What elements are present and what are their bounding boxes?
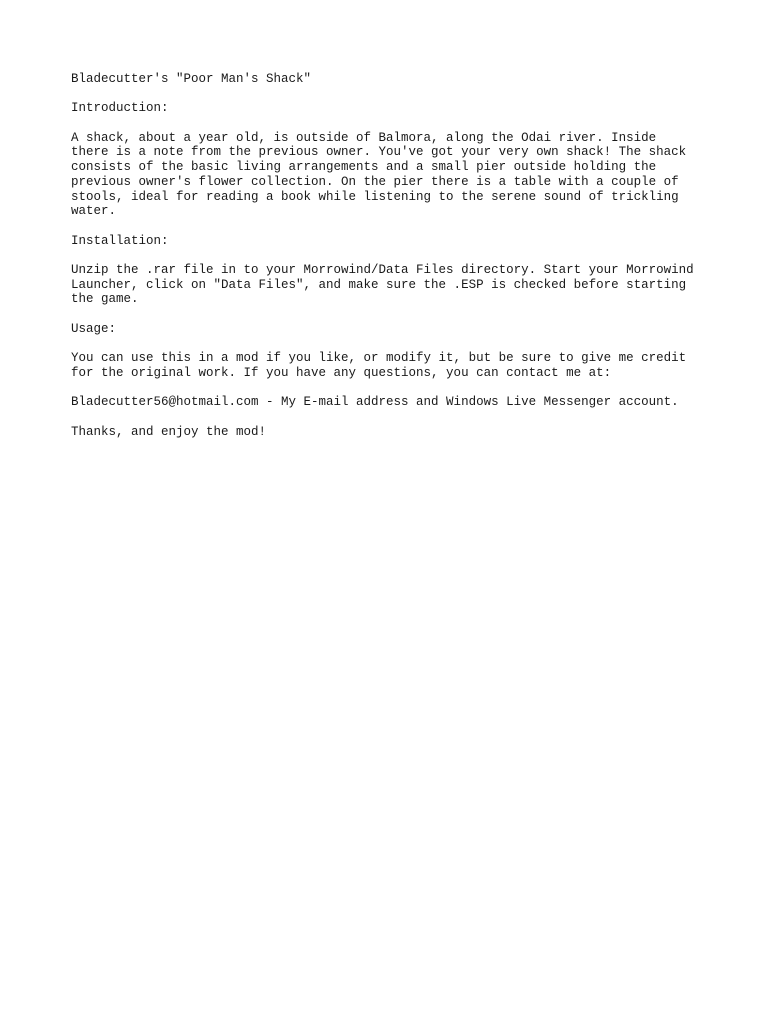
text-line: stools, ideal for reading a book while listening to the serene sound of trickling [71,189,679,204]
text-line: A shack, about a year old, is outside of Balmora, along the Odai river. Inside [71,130,657,145]
document-page [71,72,711,454]
usage-heading: Usage: [71,321,117,336]
text-line: You can use this in a mod if you like, or modify it, but be sure to give me credit [71,351,687,366]
text-line: consists of the basic living arrangements and a small pier outside holding the [71,160,657,175]
introduction-heading: Introduction: [71,101,169,116]
text-line: Launcher, click on "Data Files", and make sure the .ESP is checked before starting [71,277,687,292]
usage-paragraph [71,351,711,380]
closing-line: Thanks, and enjoy the mod! [71,424,267,439]
installation-paragraph [71,263,711,307]
contact-line: Bladecutter56@hotmail.com - My E-mail address and Windows Live Messenger account. [71,395,679,410]
introduction-paragraph [71,131,711,219]
text-line: there is a note from the previous owner. You've got your very own shack! The shack [71,145,687,160]
text-line: previous owner's flower collection. On the pier there is a table with a couple of [71,174,679,189]
document-title: Bladecutter's "Poor Man's Shack" [71,72,312,86]
text-line: water. [71,204,117,219]
text-line: for the original work. If you have any questions, you can contact me at: [71,365,612,380]
text-line: Unzip the .rar file in to your Morrowind/Data Files directory. Start your Morrowind [71,263,694,278]
text-line: the game. [71,292,139,307]
installation-heading: Installation: [71,233,169,248]
